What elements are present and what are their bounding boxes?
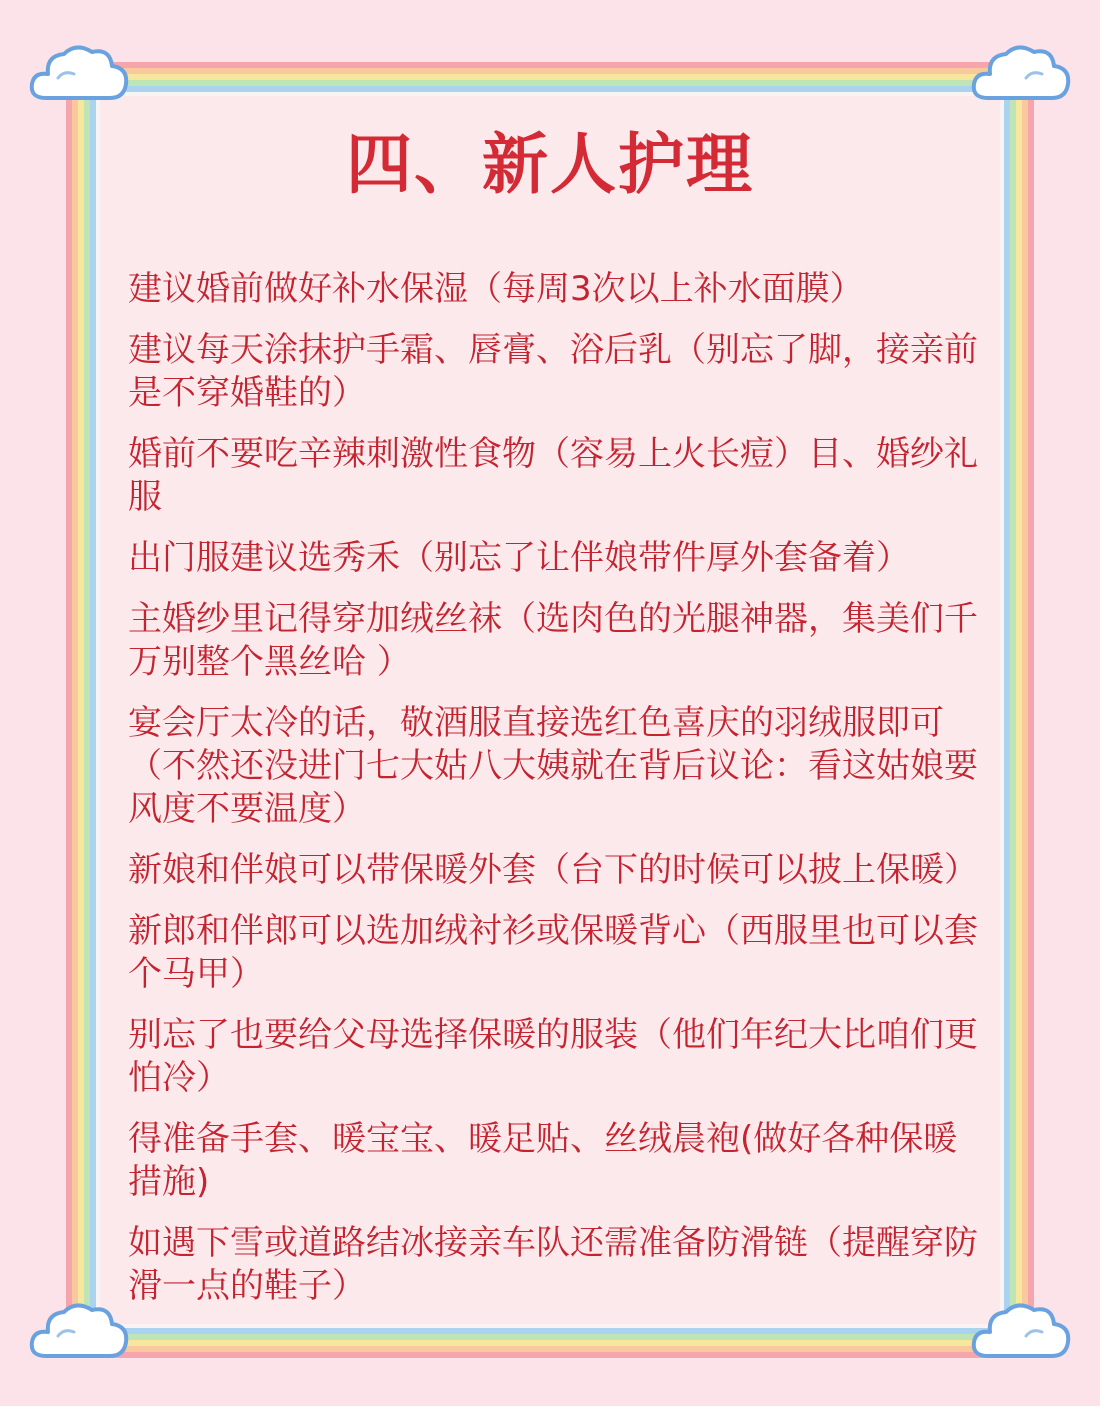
list-item: 出门服建议选秀禾（别忘了让伴娘带件厚外套备着） (128, 538, 910, 578)
list-item: 建议每天涂抹护手霜、唇膏、浴后乳（别忘了脚，接亲前是不穿婚鞋的） (128, 330, 978, 413)
list-item: 宴会厅太冷的话，敬酒服直接选红色喜庆的羽绒服即可（不然还没进门七大姑八大姨就在背后议论：看这姑娘要风度不要温度） (128, 703, 978, 829)
page-title: 四、新人护理 (346, 126, 754, 203)
cloud-icon (966, 38, 1076, 110)
list-item: 如遇下雪或道路结冰接亲车队还需准备防滑链（提醒穿防滑一点的鞋子） (128, 1223, 978, 1306)
list-item: 新郎和伴郎可以选加绒衬衫或保暖背心（西服里也可以套个马甲） (128, 911, 978, 994)
cloud-icon (24, 1296, 134, 1368)
list-item: 别忘了也要给父母选择保暖的服装（他们年纪大比咱们更怕冷） (128, 1015, 978, 1098)
list-item: 婚前不要吃辛辣刺激性食物（容易上火长痘）目、婚纱礼服 (128, 434, 978, 517)
cloud-icon (966, 1296, 1076, 1368)
tips-list (128, 268, 988, 1326)
list-item: 新娘和伴娘可以带保暖外套（台下的时候可以披上保暖） (128, 850, 978, 890)
list-item: 主婚纱里记得穿加绒丝袜（选肉色的光腿神器，集美们千万别整个黑丝哈 ） (128, 599, 978, 682)
cloud-icon (24, 38, 134, 110)
list-item: 得准备手套、暖宝宝、暖足贴、丝绒晨袍(做好各种保暖措施) (128, 1119, 958, 1202)
list-item: 建议婚前做好补水保湿（每周3次以上补水面膜） (128, 269, 864, 309)
